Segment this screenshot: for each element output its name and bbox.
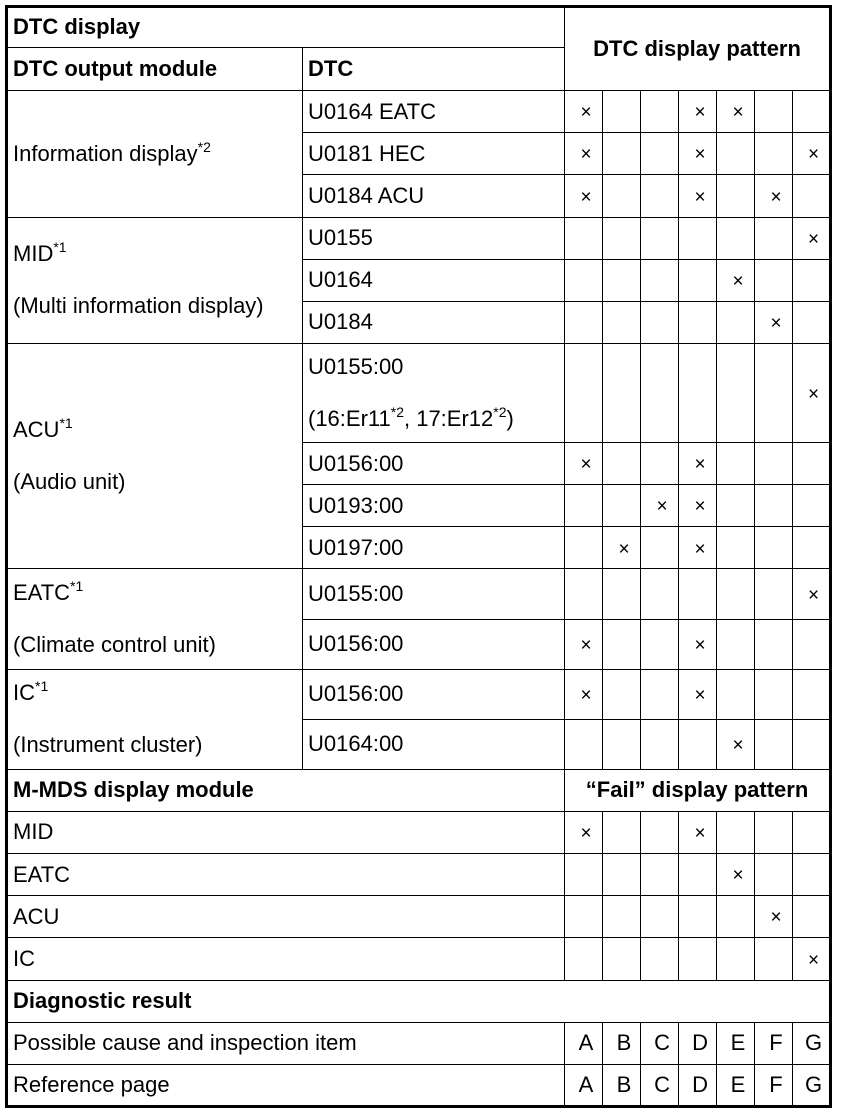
x-mark: × — [770, 186, 782, 208]
dtc-code: U0181 HEC — [303, 133, 565, 175]
dtc-code: U0156:00 — [303, 443, 565, 485]
x-mark: × — [770, 907, 782, 929]
x-mark: × — [807, 949, 820, 971]
x-mark: × — [694, 496, 706, 518]
module-ic: IC$^{*1}$ (Instrument cluster) — [7, 669, 303, 769]
fail-pattern-header: “Fail” display pattern — [565, 769, 831, 811]
mmds-header: M-MDS display module — [7, 769, 565, 811]
output-module-header: DTC output module — [7, 48, 303, 91]
x-mark: × — [580, 823, 592, 845]
x-mark: × — [732, 102, 744, 124]
dtc-detail: (16:Er11$^{*2}$, 17:Er12$^{*2}$) — [308, 404, 514, 431]
x-mark: × — [580, 634, 592, 656]
x-mark: × — [618, 538, 630, 560]
dtc-code: U0156:00 — [303, 619, 565, 669]
module-mid-description: (Multi information display) — [13, 293, 264, 319]
x-mark: × — [656, 496, 668, 518]
dtc-display-header: DTC display — [7, 7, 565, 48]
table-row — [7, 91, 831, 133]
x-mark: × — [694, 144, 706, 166]
x-mark: × — [694, 186, 706, 208]
module-ic-description: (Instrument cluster) — [13, 732, 203, 758]
diagnostic-letter: F — [755, 1064, 793, 1106]
dtc-code: U0164 EATC — [303, 91, 565, 133]
dtc-code: U0184 ACU — [303, 175, 565, 217]
dtc-code: U0164 — [303, 259, 565, 301]
x-mark: × — [694, 634, 706, 656]
module-eatc: EATC$^{*1}$ (Climate control unit) — [7, 569, 303, 669]
x-mark: × — [807, 584, 820, 606]
table-row — [7, 938, 831, 980]
diagnostic-letter: C — [641, 1022, 679, 1064]
x-mark: × — [732, 270, 744, 292]
x-mark: × — [807, 144, 820, 166]
dtc-table — [5, 5, 832, 1108]
header-row — [7, 7, 831, 48]
module-acu: ACU$^{*1}$ (Audio unit) — [7, 343, 303, 569]
module-information-display: Information display$^{*2}$ — [7, 91, 303, 217]
table-row — [7, 217, 831, 259]
x-mark: × — [694, 538, 706, 560]
dtc-code: U0164:00 — [303, 719, 565, 769]
module-mid: MID$^{*1}$ (Multi information display) — [7, 217, 303, 343]
diagnostic-letter: A — [565, 1064, 603, 1106]
mmds-header-row — [7, 769, 831, 811]
dtc-header: DTC — [303, 48, 565, 91]
dtc-code: U0155:00 — [303, 569, 565, 619]
module-acu-description: (Audio unit) — [13, 469, 126, 495]
x-mark: × — [580, 684, 592, 706]
diagnostic-letter: B — [603, 1022, 641, 1064]
mmds-module: IC — [7, 938, 565, 980]
dtc-code: U0156:00 — [303, 669, 565, 719]
x-mark: × — [807, 383, 820, 405]
dtc-code: U0184 — [303, 301, 565, 343]
x-mark: × — [732, 735, 744, 756]
diagnostic-letter: C — [641, 1064, 679, 1106]
x-mark: × — [580, 186, 592, 208]
mmds-module: MID — [7, 812, 565, 854]
diagnostic-letter: G — [793, 1064, 831, 1106]
diagnostic-header: Diagnostic result — [7, 980, 831, 1022]
diagnostic-letter: G — [793, 1022, 831, 1064]
diagnostic-label: Reference page — [7, 1064, 565, 1106]
table-row — [7, 669, 831, 719]
mmds-module: EATC — [7, 854, 565, 896]
x-mark: × — [580, 102, 592, 124]
table-row — [7, 812, 831, 854]
table-row — [7, 569, 831, 619]
table-row — [7, 896, 831, 938]
x-mark: × — [694, 684, 706, 706]
module-eatc-description: (Climate control unit) — [13, 632, 216, 658]
diagnostic-header-row — [7, 980, 831, 1022]
diagnostic-letter: D — [679, 1022, 717, 1064]
diagnostic-letter: F — [755, 1022, 793, 1064]
diagnostic-label: Possible cause and inspection item — [7, 1022, 565, 1064]
x-mark: × — [694, 454, 706, 476]
diagnostic-letter: A — [565, 1022, 603, 1064]
table-row — [7, 343, 831, 442]
table-row — [7, 1064, 831, 1106]
dtc-code: U0155 — [303, 217, 565, 259]
x-mark: × — [694, 823, 706, 845]
dtc-code: U0193:00 — [303, 485, 565, 527]
dtc-code: U0197:00 — [303, 527, 565, 569]
table-row — [7, 1022, 831, 1064]
mmds-module: ACU — [7, 896, 565, 938]
diagnostic-letter: E — [717, 1022, 755, 1064]
x-mark: × — [807, 228, 820, 250]
x-mark: × — [732, 865, 744, 887]
table-row — [7, 854, 831, 896]
dtc-code: U0155:00 (16:Er11$^{*2}$, 17:Er12$^{*2}$) — [303, 343, 565, 442]
x-mark: × — [694, 102, 706, 124]
x-mark: × — [770, 312, 782, 334]
diagnostic-letter: B — [603, 1064, 641, 1106]
dtc-display-pattern-header: DTC display pattern — [565, 7, 831, 91]
x-mark: × — [580, 454, 592, 476]
diagnostic-letter: D — [679, 1064, 717, 1106]
x-mark: × — [580, 144, 592, 166]
diagnostic-letter: E — [717, 1064, 755, 1106]
